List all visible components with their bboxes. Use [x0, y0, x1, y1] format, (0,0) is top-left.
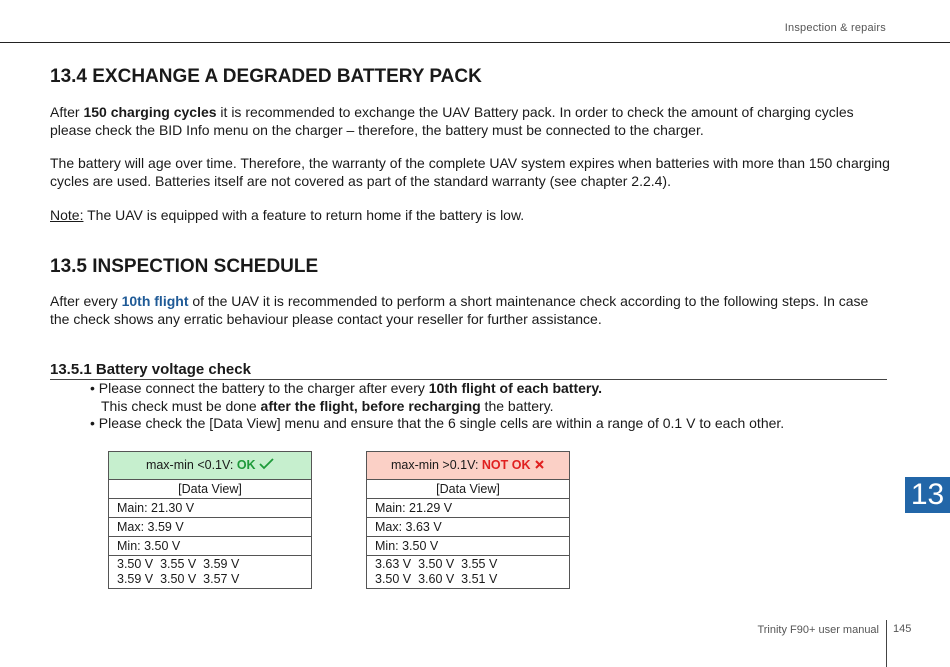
table-ok-header [109, 452, 312, 480]
note-label: Note: [50, 207, 84, 223]
section-13-5-title: 13.5 INSPECTION SCHEDULE [50, 256, 319, 277]
check-icon [259, 458, 274, 470]
bullet-1-continuation [90, 398, 880, 416]
cells-row: 3.59 V 3.50 V 3.57 V [117, 572, 240, 586]
cross-icon [534, 459, 545, 470]
text-segment: of the UAV it is recommended to perform a short maintenance check according to the following steps. In case the check shows any erratic behaviour please contact your reseller for further assistance. [50, 293, 869, 327]
header-label: max-min >0.1V: [391, 458, 482, 472]
bullet-1 [90, 380, 880, 398]
table-ok-view-label: [Data View] [109, 480, 312, 499]
footer-divider [886, 620, 887, 667]
data-view-table-ok [108, 451, 312, 589]
table-ok-main: Main: 21.30 V [109, 499, 312, 518]
footer-manual-title: Trinity F90+ user manual [757, 624, 879, 636]
text-segment: • Please connect the battery to the charger after every [90, 380, 429, 396]
bold-charging-cycles: 150 charging cycles [83, 104, 217, 120]
cells-row: 3.50 V 3.60 V 3.51 V [375, 572, 498, 586]
cells-row: 3.63 V 3.50 V 3.55 V [375, 557, 498, 571]
data-view-table-not-ok [366, 451, 570, 589]
section-13-4-paragraph-1 [50, 104, 890, 139]
section-13-4-paragraph-2: The battery will age over time. Therefore, the warranty of the complete UAV system expires when batteries with more than 150 charging cycles are used. Batteries itself are not covered as part of the standard warranty (see chapter 2.2.4). [50, 155, 890, 189]
table-nok-main: Main: 21.29 V [367, 499, 570, 518]
text-segment: After [50, 104, 84, 120]
header-label: max-min <0.1V: [145, 458, 237, 472]
page-number: 145 [893, 623, 912, 635]
table-ok-min: Min: 3.50 V [109, 537, 312, 556]
status-not-ok: NOT OK [481, 458, 531, 472]
text-segment: After every [50, 293, 122, 309]
table-nok-min: Min: 3.50 V [367, 537, 570, 556]
section-13-5-1-title: 13.5.1 Battery voltage check [50, 361, 251, 378]
section-13-5-paragraph [50, 293, 890, 328]
table-nok-header [367, 452, 570, 480]
bullet-2: • Please check the [Data View] menu and ensure that the 6 single cells are within a range of 0.1 V to each other. [90, 415, 785, 431]
text-segment: This check must be done [101, 397, 261, 414]
status-ok: OK [236, 458, 256, 472]
section-13-4-title: 13.4 EXCHANGE A DEGRADED BATTERY PACK [50, 66, 482, 87]
highlight-10th-flight: 10th flight [121, 293, 189, 309]
chapter-tab: 13 [905, 477, 950, 513]
table-ok-cells [109, 556, 312, 589]
bold-text: 10th flight of each battery. [428, 380, 602, 396]
page-header-section: Inspection & repairs [784, 22, 886, 34]
text-segment: it is recommended to exchange the UAV Battery pack. In order to check the amount of charging cycles please check the BID Info menu on the charger – therefore, the battery must be connected to the charger. [50, 104, 854, 138]
table-nok-cells [367, 556, 570, 589]
note-text: The UAV is equipped with a feature to return home if the battery is low. [83, 207, 525, 223]
voltage-check-steps [90, 380, 880, 433]
section-13-4-note [50, 207, 890, 225]
cells-row: 3.50 V 3.55 V 3.59 V [117, 557, 240, 571]
table-ok-max: Max: 3.59 V [109, 518, 312, 537]
table-nok-view-label: [Data View] [367, 480, 570, 499]
text-segment: the battery. [480, 397, 554, 414]
header-rule [0, 42, 950, 43]
table-nok-max: Max: 3.63 V [367, 518, 570, 537]
bold-text: after the flight, before recharging [260, 397, 481, 414]
